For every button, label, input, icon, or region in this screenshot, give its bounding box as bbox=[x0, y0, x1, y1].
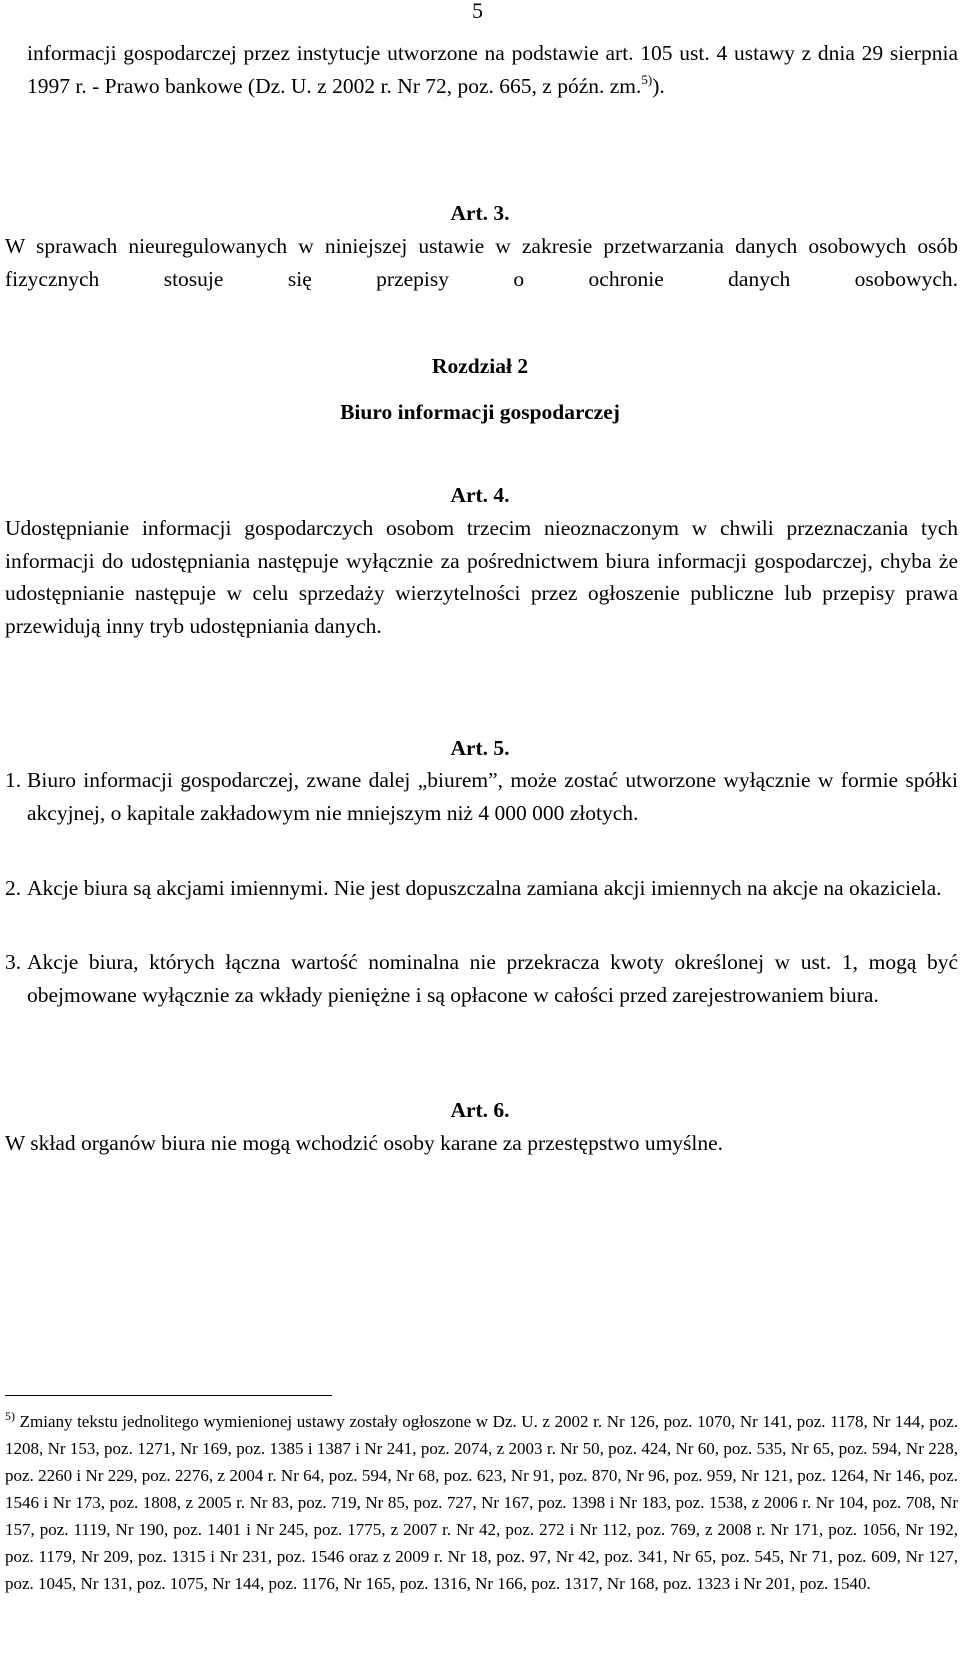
page-number: 5 bbox=[472, 0, 483, 23]
footnote bbox=[5, 1408, 958, 1597]
continuation-text: informacji gospodarczej przez instytucje utworzone na podstawie art. 105 ust. 4 ustawy z dnia 29 sierpnia 1997 r. - Prawo bankowe (Dz. U. z 2002 r. Nr 72, poz. 665, z późn. zm. bbox=[27, 41, 958, 98]
art5-item-1 bbox=[5, 764, 958, 829]
art3-text: W sprawach nieuregulowanych w niniejszej ustawie w zakresie przetwarzania danych osobowych osób fizycznych stosuje się przepisy o ochronie danych osobowych. bbox=[5, 234, 958, 291]
chapter-number: Rozdział 2 bbox=[431, 354, 529, 378]
art4-text: Udostępnianie informacji gospodarczych osobom trzecim nieoznaczonym w chwili przeznaczania tych informacji do udostępniania następuje wyłącznie za pośrednictwem biura informacji gospodarczej, chyba że udostępnianie następuje w celu sprzedaży wierzytelności przez ogłoszenie publiczne lub przepisy prawa przewidują inny tryb udostępniania danych. bbox=[5, 516, 958, 638]
continuation-paragraph bbox=[27, 37, 958, 102]
item-text: Biuro informacji gospodarczej, zwane dalej „biurem”, może zostać utworzone wyłącznie w formie spółki akcyjnej, o kapitale zakładowym nie mniejszym niż 4 000 000 złotych. bbox=[27, 768, 958, 825]
art6-heading: Art. 6. bbox=[450, 1098, 510, 1122]
art5-item-3 bbox=[5, 946, 958, 1011]
art5-heading: Art. 5. bbox=[450, 736, 510, 760]
footnote-mark: 5) bbox=[5, 1409, 15, 1423]
footnote-reference[interactable]: 5) bbox=[641, 71, 653, 87]
footnote-divider bbox=[5, 1395, 332, 1396]
item-number: 3. bbox=[5, 950, 22, 974]
art6-text: W skład organów biura nie mogą wchodzić osoby karane za przestępstwo umyślne. bbox=[5, 1131, 724, 1155]
continuation-tail: ). bbox=[652, 73, 665, 98]
footnote-text: Zmiany tekstu jednolitego wymienionej ustawy zostały ogłoszone w Dz. U. z 2002 r. Nr 126, poz. 1070, Nr 141, poz. 1178, Nr 144, poz. 1208, Nr 153, poz. 1271, Nr 169, poz. 1385 i 1387 i Nr 241, poz. 2074, z 2003 r. Nr 50, poz. 424, Nr 60, poz. 535, Nr 65, poz. 594, Nr 228, poz. 2260 i Nr 229, poz. 2276, z 2004 r. Nr 64, poz. 594, Nr 68, poz. 623, Nr 91, poz. 870, Nr 96, poz. 959, Nr 121, poz. 1264, Nr 146, poz. 1546 i Nr 173, poz. 1808, z 2005 r. Nr 83, poz. 719, Nr 85, poz. 727, Nr 167, poz. 1398 i Nr 183, poz. 1538, z 2006 r. Nr 104, poz. 708, Nr 157, poz. 1119, Nr 190, poz. 1401 i Nr 245, poz. 1775, z 2007 r. Nr 42, poz. 272 i Nr 112, poz. 769, z 2008 r. Nr 171, poz. 1056, Nr 192, poz. 1179, Nr 209, poz. 1315 i Nr 231, poz. 1546 oraz z 2009 r. Nr 18, poz. 97, Nr 42, poz. 341, Nr 65, poz. 545, Nr 71, poz. 609, Nr 127, poz. 1045, Nr 131, poz. 1075, Nr 144, poz. 1176, Nr 165, poz. 1316, Nr 166, poz. 1317, Nr 168, poz. 1323 i Nr 201, poz. 1540. bbox=[5, 1412, 959, 1593]
art5-item-2 bbox=[5, 872, 958, 905]
art3-heading: Art. 3. bbox=[450, 201, 510, 225]
item-text: Akcje biura są akcjami imiennymi. Nie jest dopuszczalna zamiana akcji imiennych na akcje na okaziciela. bbox=[27, 876, 942, 900]
art4-heading: Art. 4. bbox=[450, 483, 510, 507]
item-number: 2. bbox=[5, 876, 22, 900]
item-text: Akcje biura, których łączna wartość nominalna nie przekracza kwoty określonej w ust. 1, mogą być obejmowane wyłącznie za wkłady pieniężne i są opłacone w całości przed zarejestrowaniem biura. bbox=[27, 950, 958, 1007]
item-number: 1. bbox=[5, 768, 22, 792]
chapter-title: Biuro informacji gospodarczej bbox=[340, 400, 620, 424]
